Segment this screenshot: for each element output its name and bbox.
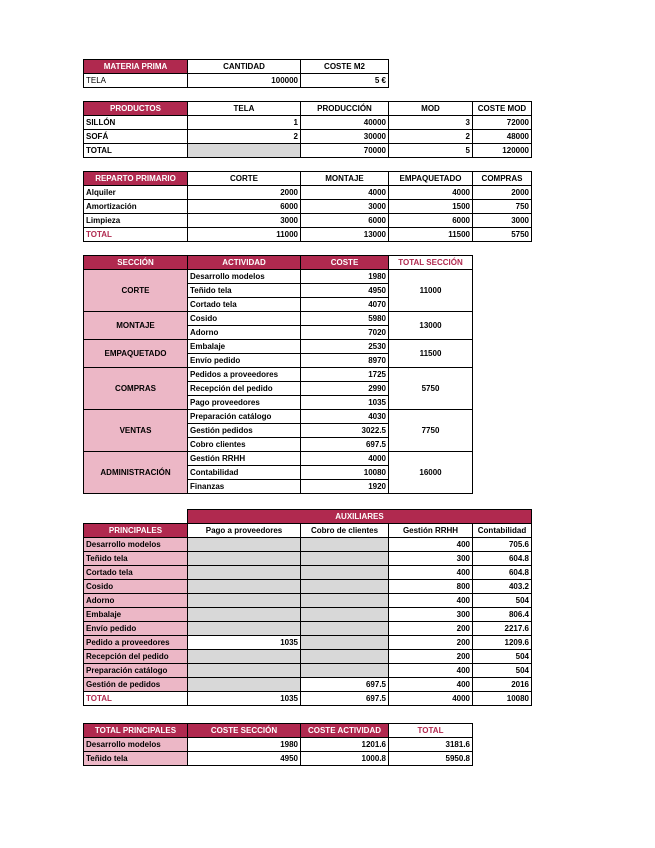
- header-coste-mod: COSTE MOD: [473, 102, 532, 116]
- cell-label: Alquiler: [84, 186, 188, 200]
- row-label: Adorno: [84, 594, 188, 608]
- table-row: [84, 312, 473, 326]
- cell-empty: [301, 664, 389, 678]
- materia-prima-table: [83, 59, 389, 88]
- table-row-total: [84, 144, 532, 158]
- row-label: Cosido: [84, 580, 188, 594]
- activity-cost: 3022.5: [301, 424, 389, 438]
- header-materia-prima: MATERIA PRIMA: [84, 60, 188, 74]
- cell-empty: [301, 566, 389, 580]
- row-label: Pedido a proveedores: [84, 636, 188, 650]
- header-coste-seccion: COSTE SECCIÓN: [188, 724, 301, 738]
- table-row: [84, 752, 473, 766]
- cell-value: 1980: [188, 738, 301, 752]
- cell-value: 5950.8: [389, 752, 473, 766]
- table-row: [84, 116, 532, 130]
- activity-label: Teñido tela: [188, 284, 301, 298]
- activity-cost: 1980: [301, 270, 389, 284]
- cell-label: Limpieza: [84, 214, 188, 228]
- cell-value: 4000: [389, 186, 473, 200]
- header-coste-actividad: COSTE ACTIVIDAD: [301, 724, 389, 738]
- header-produccion: PRODUCCIÓN: [301, 102, 389, 116]
- cell-value: 40000: [301, 116, 389, 130]
- cell-value: 697.5: [301, 692, 389, 706]
- header-gestion-rrhh: Gestión RRHH: [389, 524, 473, 538]
- cell-value: 30000: [301, 130, 389, 144]
- activity-label: Preparación catálogo: [188, 410, 301, 424]
- table-row: [84, 368, 473, 382]
- cell-value: 1035: [188, 692, 301, 706]
- row-label: Preparación catálogo: [84, 664, 188, 678]
- header-total-seccion: TOTAL SECCIÓN: [389, 256, 473, 270]
- row-label: Envío pedido: [84, 622, 188, 636]
- header-auxiliares: AUXILIARES: [188, 510, 532, 524]
- cell-value: 11500: [389, 228, 473, 242]
- cell-value: 10080: [473, 692, 532, 706]
- table-row: [84, 622, 532, 636]
- cell-empty: [188, 594, 301, 608]
- seccion-table: [83, 255, 473, 494]
- activity-label: Cobro clientes: [188, 438, 301, 452]
- activity-cost: 2990: [301, 382, 389, 396]
- row-label: Embalaje: [84, 608, 188, 622]
- cell-value: 3000: [301, 200, 389, 214]
- cell-label: Amortización: [84, 200, 188, 214]
- cell-empty: [301, 622, 389, 636]
- cell-empty: [188, 580, 301, 594]
- cell-coste-m2: 5 €: [301, 74, 389, 88]
- cell-value: 4000: [389, 692, 473, 706]
- table-row: [84, 664, 532, 678]
- cell-empty: [301, 552, 389, 566]
- header-actividad: ACTIVIDAD: [188, 256, 301, 270]
- row-label: Teñido tela: [84, 552, 188, 566]
- cell-value: 604.8: [473, 566, 532, 580]
- cell-value: 1209.6: [473, 636, 532, 650]
- cell-value: 6000: [389, 214, 473, 228]
- row-label: Desarrollo modelos: [84, 538, 188, 552]
- header-contabilidad: Contabilidad: [473, 524, 532, 538]
- section-corte: CORTE: [84, 270, 188, 312]
- cell-value: 3000: [188, 214, 301, 228]
- header-principales: PRINCIPALES: [84, 524, 188, 538]
- cell-empty: [188, 664, 301, 678]
- auxiliares-table: [83, 509, 532, 706]
- section-total: 5750: [389, 368, 473, 410]
- cell-empty: [188, 144, 301, 158]
- table-row: [84, 410, 473, 424]
- header-corte: CORTE: [188, 172, 301, 186]
- table-row: [84, 200, 532, 214]
- cell-value: 3: [389, 116, 473, 130]
- activity-cost: 4950: [301, 284, 389, 298]
- cell-empty: [188, 650, 301, 664]
- section-total: 13000: [389, 312, 473, 340]
- table-row: [84, 130, 532, 144]
- cell-value: 2: [389, 130, 473, 144]
- cell-value: 2: [188, 130, 301, 144]
- cell-empty: [301, 608, 389, 622]
- cell-label: TOTAL: [84, 228, 188, 242]
- cell-value: 72000: [473, 116, 532, 130]
- table-row: [84, 552, 532, 566]
- cell-value: 400: [389, 678, 473, 692]
- activity-label: Desarrollo modelos: [188, 270, 301, 284]
- section-total: 7750: [389, 410, 473, 452]
- cell-value: 697.5: [301, 678, 389, 692]
- cell-empty: [301, 580, 389, 594]
- cell-empty: [301, 594, 389, 608]
- activity-cost: 1725: [301, 368, 389, 382]
- cell-value: 1: [188, 116, 301, 130]
- header-pago-proveedores: Pago a proveedores: [188, 524, 301, 538]
- cell-label: SILLÓN: [84, 116, 188, 130]
- cell-value: 300: [389, 608, 473, 622]
- activity-cost: 7020: [301, 326, 389, 340]
- cell-empty: [301, 538, 389, 552]
- cell-value: 5750: [473, 228, 532, 242]
- header-mod: MOD: [389, 102, 473, 116]
- activity-label: Cosido: [188, 312, 301, 326]
- table-row: [84, 650, 532, 664]
- row-label: Gestión de pedidos: [84, 678, 188, 692]
- reparto-primario-table: [83, 171, 532, 242]
- activity-cost: 8970: [301, 354, 389, 368]
- row-label: Teñido tela: [84, 752, 188, 766]
- activity-label: Pago proveedores: [188, 396, 301, 410]
- header-total-principales: TOTAL PRINCIPALES: [84, 724, 188, 738]
- cell-value: 4950: [188, 752, 301, 766]
- cell-value: 2000: [188, 186, 301, 200]
- activity-cost: 4000: [301, 452, 389, 466]
- row-label: Desarrollo modelos: [84, 738, 188, 752]
- section-total: 11500: [389, 340, 473, 368]
- table-row: [84, 340, 473, 354]
- cell-empty: [188, 566, 301, 580]
- cell-value: 750: [473, 200, 532, 214]
- cell-value: 800: [389, 580, 473, 594]
- table-row: [84, 566, 532, 580]
- activity-label: Gestión pedidos: [188, 424, 301, 438]
- cell-value: 400: [389, 594, 473, 608]
- activity-cost: 2530: [301, 340, 389, 354]
- activity-label: Adorno: [188, 326, 301, 340]
- activity-cost: 5980: [301, 312, 389, 326]
- section-total: 11000: [389, 270, 473, 312]
- cell-value: 400: [389, 566, 473, 580]
- cell-value: 1000.8: [301, 752, 389, 766]
- cell-value: 4000: [301, 186, 389, 200]
- table-row: [84, 186, 532, 200]
- section-empaquetado: EMPAQUETADO: [84, 340, 188, 368]
- cell-cantidad: 100000: [188, 74, 301, 88]
- cell-value: 2217.6: [473, 622, 532, 636]
- header-seccion: SECCIÓN: [84, 256, 188, 270]
- table-row: [84, 538, 532, 552]
- cell-value: 400: [389, 538, 473, 552]
- cell-value: 3000: [473, 214, 532, 228]
- header-empaquetado: EMPAQUETADO: [389, 172, 473, 186]
- cell-value: 6000: [188, 200, 301, 214]
- table-row: [84, 608, 532, 622]
- header-coste-m2: COSTE M2: [301, 60, 389, 74]
- section-compras: COMPRAS: [84, 368, 188, 410]
- cell-empty: [188, 552, 301, 566]
- activity-label: Pedidos a proveedores: [188, 368, 301, 382]
- cell-empty: [301, 650, 389, 664]
- cell-empty: [188, 622, 301, 636]
- cell-value: 200: [389, 636, 473, 650]
- cell-value: 806.4: [473, 608, 532, 622]
- cell-empty: [188, 538, 301, 552]
- header-tela: TELA: [188, 102, 301, 116]
- cell-value: 705.6: [473, 538, 532, 552]
- section-montaje: MONTAJE: [84, 312, 188, 340]
- header-cobro-clientes: Cobro de clientes: [301, 524, 389, 538]
- cell-value: 13000: [301, 228, 389, 242]
- cell-empty: [301, 636, 389, 650]
- header-compras: COMPRAS: [473, 172, 532, 186]
- cell-value: 5: [389, 144, 473, 158]
- table-row: [84, 214, 532, 228]
- header-cantidad: CANTIDAD: [188, 60, 301, 74]
- table-row-total: [84, 692, 532, 706]
- section-total: 16000: [389, 452, 473, 494]
- activity-cost: 1920: [301, 480, 389, 494]
- cell-value: 2000: [473, 186, 532, 200]
- activity-cost: 697.5: [301, 438, 389, 452]
- table-row: [84, 678, 532, 692]
- table-row: [84, 580, 532, 594]
- section-administracion: ADMINISTRACIÓN: [84, 452, 188, 494]
- table-row: [84, 594, 532, 608]
- cell-value: 2016: [473, 678, 532, 692]
- table-row: [84, 636, 532, 650]
- cell-tela: TELA: [84, 74, 188, 88]
- activity-label: Embalaje: [188, 340, 301, 354]
- cell-label: TOTAL: [84, 144, 188, 158]
- table-row: [84, 738, 473, 752]
- table-row: [84, 270, 473, 284]
- cell-value: 1035: [188, 636, 301, 650]
- header-total: TOTAL: [389, 724, 473, 738]
- cell-value: 504: [473, 650, 532, 664]
- total-principales-table: [83, 723, 473, 766]
- cell-value: 70000: [301, 144, 389, 158]
- cell-label: SOFÁ: [84, 130, 188, 144]
- activity-cost: 1035: [301, 396, 389, 410]
- header-montaje: MONTAJE: [301, 172, 389, 186]
- cell-value: 300: [389, 552, 473, 566]
- header-reparto-primario: REPARTO PRIMARIO: [84, 172, 188, 186]
- cell-value: 604.8: [473, 552, 532, 566]
- header-productos: PRODUCTOS: [84, 102, 188, 116]
- cell-value: 200: [389, 650, 473, 664]
- row-label: Cortado tela: [84, 566, 188, 580]
- cell-value: 403.2: [473, 580, 532, 594]
- cell-empty: [188, 608, 301, 622]
- header-coste: COSTE: [301, 256, 389, 270]
- cell-empty: [188, 678, 301, 692]
- activity-label: Cortado tela: [188, 298, 301, 312]
- cell-value: 400: [389, 664, 473, 678]
- activity-label: Envío pedido: [188, 354, 301, 368]
- activity-label: Finanzas: [188, 480, 301, 494]
- activity-label: Contabilidad: [188, 466, 301, 480]
- cell-value: 11000: [188, 228, 301, 242]
- table-row-total: [84, 228, 532, 242]
- table-row: [84, 452, 473, 466]
- activity-cost: 10080: [301, 466, 389, 480]
- cell-value: 504: [473, 594, 532, 608]
- activity-cost: 4070: [301, 298, 389, 312]
- cell-value: 120000: [473, 144, 532, 158]
- row-label: TOTAL: [84, 692, 188, 706]
- activity-cost: 4030: [301, 410, 389, 424]
- cell-value: 1500: [389, 200, 473, 214]
- cell-value: 3181.6: [389, 738, 473, 752]
- cell-value: 48000: [473, 130, 532, 144]
- activity-label: Recepción del pedido: [188, 382, 301, 396]
- row-label: Recepción del pedido: [84, 650, 188, 664]
- cell-value: 504: [473, 664, 532, 678]
- cell-value: 6000: [301, 214, 389, 228]
- activity-label: Gestión RRHH: [188, 452, 301, 466]
- cell-value: 200: [389, 622, 473, 636]
- cell-value: 1201.6: [301, 738, 389, 752]
- productos-table: [83, 101, 532, 158]
- section-ventas: VENTAS: [84, 410, 188, 452]
